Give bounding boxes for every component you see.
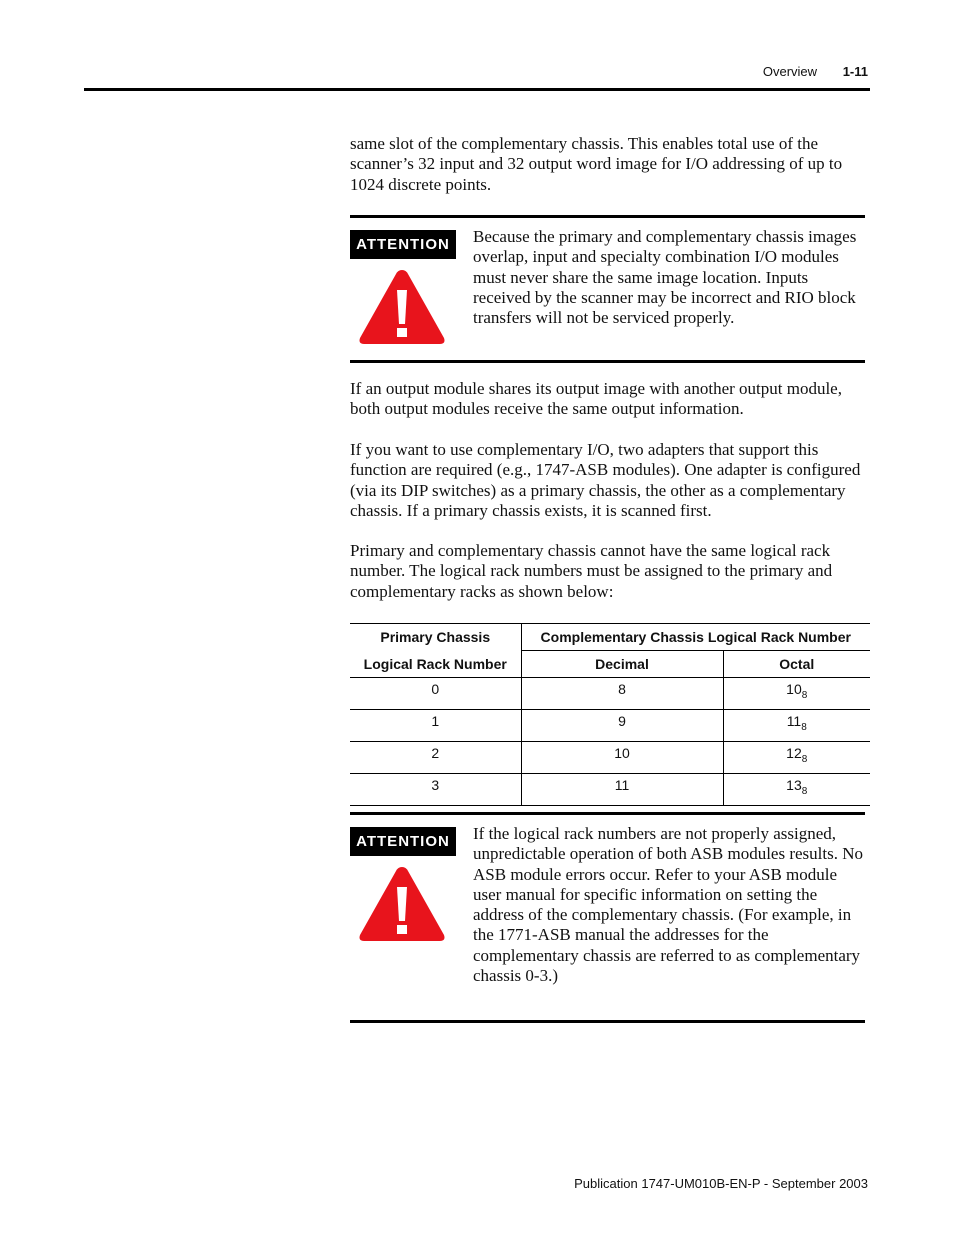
cell-primary: 1 (350, 710, 521, 742)
cell-primary: 3 (350, 774, 521, 806)
page-header (84, 64, 868, 79)
cell-octal: $11_8$ (723, 710, 870, 742)
section-title: Overview (762, 64, 818, 79)
cell-primary: 2 (350, 742, 521, 774)
warning-exclamation-icon (358, 268, 446, 346)
cell-primary: 0 (350, 678, 521, 710)
cell-decimal: 11 (521, 774, 723, 806)
table-row (350, 710, 870, 742)
cell-octal: $12_8$ (723, 742, 870, 774)
attention-label: ATTENTION (350, 230, 456, 259)
paragraph-rack-numbers: Primary and complementary chassis cannot have the same logical rack number. The logical rack numbers must be assigned to the primary and complementary racks as shown below: (350, 541, 833, 601)
attention-label: ATTENTION (350, 827, 456, 856)
warning-exclamation-icon (358, 865, 446, 943)
rack-number-table (350, 623, 870, 806)
header-octal: Octal (723, 651, 870, 678)
paragraph-complementary-io: If you want to use complementary I/O, two adapters that support this function are required (e.g., 1747-ASB modules). One adapter is configured (via its DIP switches) as a primary chassis, the other as a complementary chassis. If a primary chassis exists, it is scanned first. (350, 440, 861, 520)
paragraph-output-sharing: If an output module shares its output image with another output module, both output modules receive the same output information. (350, 379, 842, 419)
header-rule (84, 88, 870, 91)
header-decimal: Decimal (521, 651, 723, 678)
cell-decimal: 8 (521, 678, 723, 710)
attention-text: If the logical rack numbers are not properly assigned, unpredictable operation of both ASB modules results. No ASB module errors occur. Refer to your ASB module user manual for specific information on setting the address of the complementary chassis. (For example, in the 1771-ASB manual the addresses for the complementary chassis are referred to as complementary chassis 0-3.) (473, 824, 863, 986)
table-row (350, 742, 870, 774)
cell-decimal: 10 (521, 742, 723, 774)
page-number: 1-11 (842, 64, 868, 79)
attention-box-image-overlap (350, 215, 865, 363)
attention-text: Because the primary and complementary chassis images overlap, input and specialty combination I/O modules must never share the same image location. Inputs received by the scanner may be incorrect and RIO block transfers will not be serviced properly. (473, 227, 857, 328)
table-row (350, 774, 870, 806)
table-row (350, 678, 870, 710)
cell-octal: $10_8$ (723, 678, 870, 710)
cell-decimal: 9 (521, 710, 723, 742)
header-complementary: Complementary Chassis Logical Rack Number (521, 624, 870, 651)
paragraph-slot-usage: same slot of the complementary chassis. This enables total use of the scanner’s 32 input and 32 output word image for I/O addressing of up to 1024 discrete points. (350, 134, 843, 194)
attention-box-rack-assignment (350, 812, 865, 1023)
publication-footer: Publication 1747-UM010B-EN-P - September 2003 (574, 1176, 868, 1191)
header-primary-line2: Logical Rack Number (350, 651, 521, 678)
cell-octal: $13_8$ (723, 774, 870, 806)
header-primary-line1: Primary Chassis (350, 624, 521, 651)
